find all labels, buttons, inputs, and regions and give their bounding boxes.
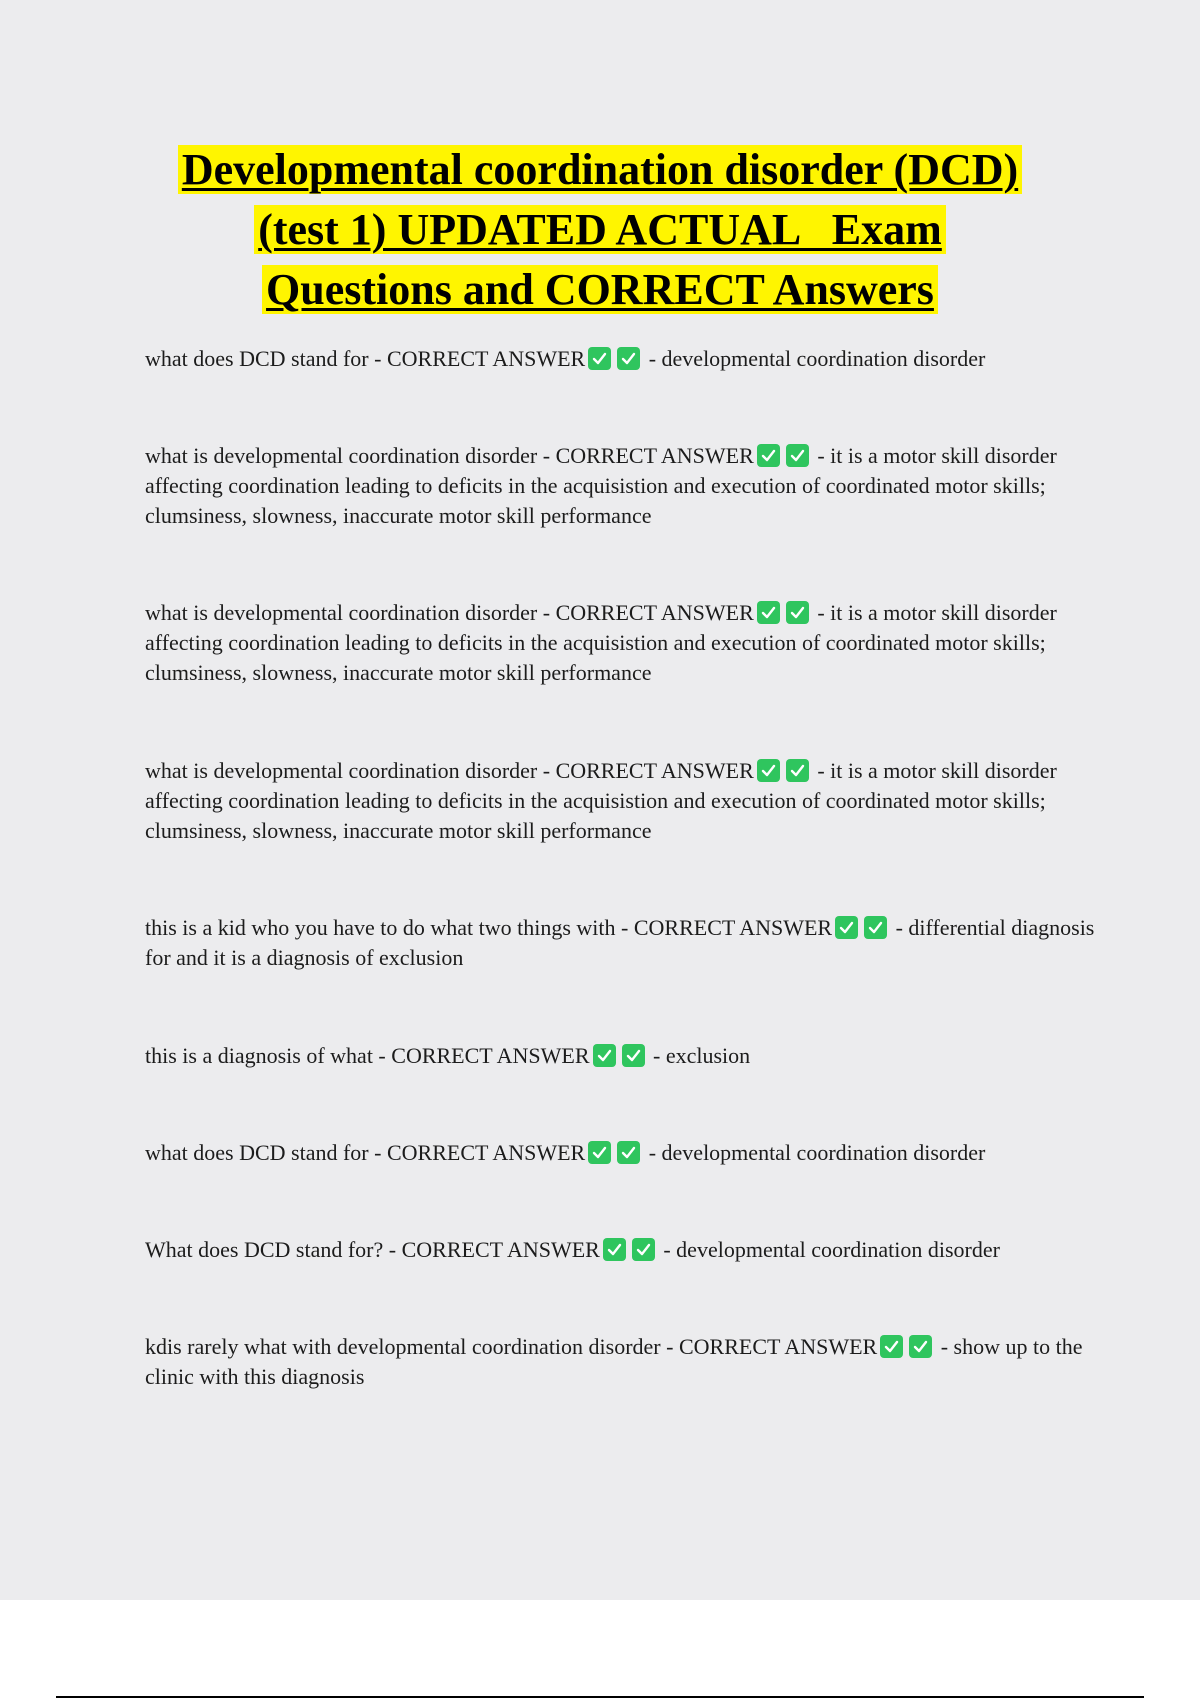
answer-text: - developmental coordination disorder xyxy=(657,1237,1000,1262)
footer-rule xyxy=(56,1696,1144,1698)
document-title xyxy=(100,140,1100,320)
answer-text: - it is a motor skill disorder affecting coordination leading to deficits in the acquisistion and execution of coordinated motor skills; clumsiness, slowness, inaccurate motor skill performance xyxy=(145,758,1057,843)
answer-marker: CORRECT ANSWER xyxy=(555,758,754,783)
answer-text: - show up to the clinic with this diagnosis xyxy=(145,1334,1083,1389)
title-line-1: Developmental coordination disorder (DCD) xyxy=(178,145,1022,194)
check-mark-icon xyxy=(757,759,780,782)
question-text: what is developmental coordination disorder - xyxy=(145,443,556,468)
answer-marker: CORRECT ANSWER xyxy=(391,1043,590,1068)
answer-text: - it is a motor skill disorder affecting coordination leading to deficits in the acquisistion and execution of coordinated motor skills; clumsiness, slowness, inaccurate motor skill performance xyxy=(145,443,1057,528)
qa-entry-9 xyxy=(145,1332,1095,1392)
check-mark-icon xyxy=(786,759,809,782)
check-mark-icon xyxy=(835,916,858,939)
answer-marker: CORRECT ANSWER xyxy=(633,915,833,940)
check-mark-icon xyxy=(603,1238,626,1261)
check-mark-icon xyxy=(588,347,611,370)
answer-marker: CORRECT ANSWER xyxy=(386,346,586,371)
check-mark-icon xyxy=(622,1044,645,1067)
question-text: kdis rarely what with developmental coordination disorder - xyxy=(145,1334,679,1359)
check-mark-icon xyxy=(757,601,780,624)
check-mark-icon xyxy=(786,444,809,467)
check-mark-icon xyxy=(632,1238,655,1261)
answer-text: - developmental coordination disorder xyxy=(643,1140,986,1165)
answer-marker: CORRECT ANSWER xyxy=(401,1237,600,1262)
qa-entry-1 xyxy=(145,344,1095,374)
qa-entry-3 xyxy=(145,598,1095,688)
title-line-3: Questions and CORRECT Answers xyxy=(262,265,938,314)
qa-entry-6 xyxy=(145,1041,1095,1071)
question-text: this is a diagnosis of what - xyxy=(145,1043,392,1068)
answer-text: - it is a motor skill disorder affecting coordination leading to deficits in the acquisistion and execution of coordinated motor skills; clumsiness, slowness, inaccurate motor skill performance xyxy=(145,600,1057,685)
qa-entry-5 xyxy=(145,913,1095,973)
check-mark-icon xyxy=(880,1335,903,1358)
check-mark-icon xyxy=(617,1141,640,1164)
answer-marker: CORRECT ANSWER xyxy=(555,443,754,468)
question-text: what is developmental coordination disorder - xyxy=(145,600,556,625)
answer-text: - developmental coordination disorder xyxy=(643,346,986,371)
check-mark-icon xyxy=(757,444,780,467)
check-mark-icon xyxy=(909,1335,932,1358)
answer-marker: CORRECT ANSWER xyxy=(555,600,754,625)
question-text: what does DCD stand for - xyxy=(145,1140,387,1165)
qa-entry-4 xyxy=(145,756,1095,846)
qa-entry-7 xyxy=(145,1138,1095,1168)
question-text: What does DCD stand for? - xyxy=(145,1237,402,1262)
question-text: this is a kid who you have to do what two things with - xyxy=(145,915,634,940)
check-mark-icon xyxy=(593,1044,616,1067)
answer-marker: CORRECT ANSWER xyxy=(386,1140,586,1165)
check-mark-icon xyxy=(864,916,887,939)
question-text: what is developmental coordination disorder - xyxy=(145,758,556,783)
check-mark-icon xyxy=(786,601,809,624)
question-text: what does DCD stand for - xyxy=(145,346,387,371)
check-mark-icon xyxy=(588,1141,611,1164)
qa-entry-8 xyxy=(145,1235,1095,1265)
answer-marker: CORRECT ANSWER xyxy=(678,1334,878,1359)
answer-text: - exclusion xyxy=(647,1043,751,1068)
check-mark-icon xyxy=(617,347,640,370)
answer-text: - differential diagnosis for and it is a diagnosis of exclusion xyxy=(145,915,1095,970)
title-line-2: (test 1) UPDATED ACTUAL Exam xyxy=(254,205,946,254)
qa-entry-2 xyxy=(145,441,1095,531)
